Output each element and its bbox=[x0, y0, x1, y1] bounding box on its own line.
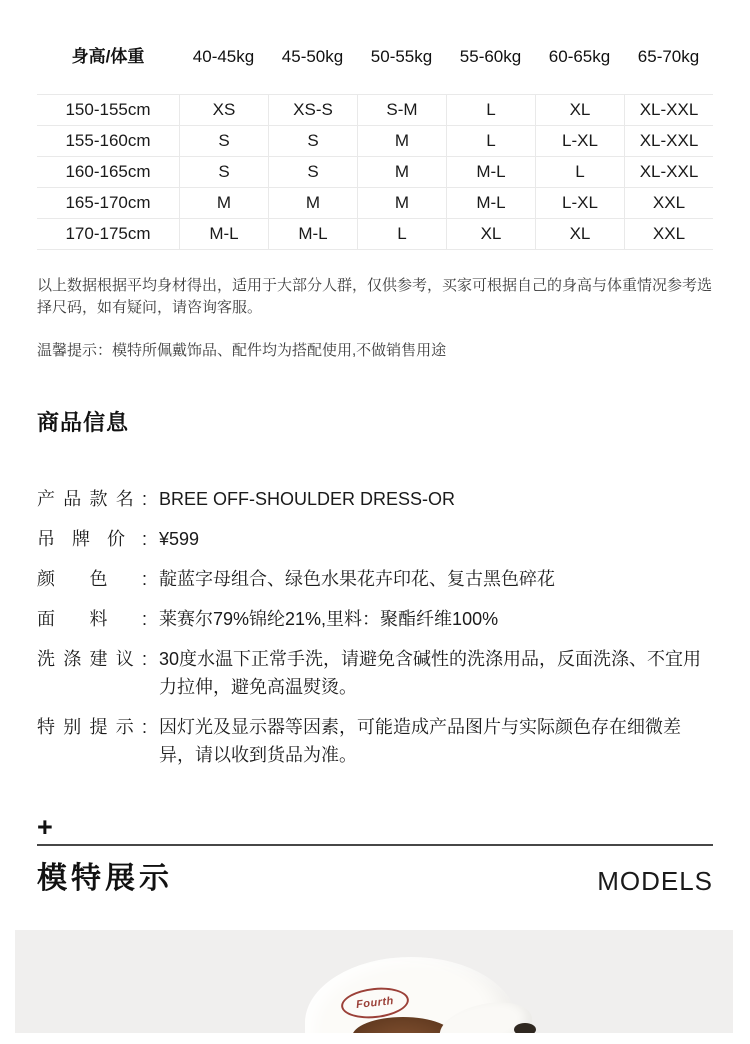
size-chart-cell: M-L bbox=[268, 218, 357, 250]
product-info-label: 特别提示: bbox=[37, 717, 147, 737]
product-info-value: 30度水温下正常手洗，请避免含碱性的洗涤用品，反面洗涤、不宜用力拉伸，避免高温熨烫。 bbox=[159, 649, 702, 697]
size-chart-cell: M bbox=[179, 187, 268, 218]
section-divider bbox=[37, 844, 713, 846]
size-chart-cell: XS-S bbox=[268, 94, 357, 125]
size-chart-cell: M bbox=[268, 187, 357, 218]
product-info-label: 吊牌价: bbox=[37, 529, 147, 549]
product-info-value: 靛蓝字母组合、绿色水果花卉印花、复古黑色碎花 bbox=[159, 569, 555, 589]
size-chart-cell: M bbox=[357, 125, 446, 156]
size-chart-cell: XL-XXL bbox=[624, 125, 713, 156]
size-chart-cell: S bbox=[268, 125, 357, 156]
size-chart-header-cell: 50-55kg bbox=[370, 47, 433, 66]
size-disclaimer-text: 以上数据根据平均身材得出，适用于大部分人群，仅供参考，买家可根据自己的身高与体重情况参考选择尺码，如有疑问，请咨询客服。 bbox=[37, 277, 713, 316]
product-info-value: ¥599 bbox=[159, 529, 200, 549]
size-chart-cell: S-M bbox=[357, 94, 446, 125]
size-chart-header-row bbox=[37, 44, 713, 70]
product-info-value: BREE OFF-SHOULDER DRESS-OR bbox=[159, 489, 456, 509]
size-chart-cell: M-L bbox=[446, 187, 535, 218]
product-info-list bbox=[37, 485, 713, 769]
models-title: 模特展示 bbox=[37, 862, 173, 895]
size-chart-cell: M-L bbox=[446, 156, 535, 187]
size-chart-cell: L bbox=[446, 94, 535, 125]
models-section bbox=[37, 812, 713, 897]
size-chart-cell: XL bbox=[446, 218, 535, 250]
models-subtitle: MODELS bbox=[597, 866, 713, 896]
product-info-row bbox=[37, 525, 713, 553]
size-chart-cell: L-XL bbox=[535, 125, 624, 156]
product-info-row bbox=[37, 605, 713, 633]
size-chart-cell: 165-170cm bbox=[37, 187, 179, 218]
size-chart-cell: XL bbox=[535, 218, 624, 250]
size-chart-cell: M-L bbox=[179, 218, 268, 250]
model-photo bbox=[15, 930, 733, 1033]
size-chart-cell: 170-175cm bbox=[37, 218, 179, 250]
size-chart-cell: L bbox=[357, 218, 446, 250]
size-chart-cell: XL-XXL bbox=[624, 94, 713, 125]
product-info-label: 产品款名: bbox=[37, 489, 147, 509]
plus-icon: + bbox=[37, 812, 53, 842]
size-chart-cell: M bbox=[357, 187, 446, 218]
warm-tip-text: 温馨提示：模特所佩戴饰品、配件均为搭配使用,不做销售用途 bbox=[37, 342, 447, 359]
product-info-row bbox=[37, 485, 713, 513]
size-chart-header-cell: 65-70kg bbox=[637, 47, 700, 66]
product-info-row bbox=[37, 713, 713, 769]
size-chart-cell: S bbox=[179, 156, 268, 187]
size-chart-cell: M bbox=[357, 156, 446, 187]
size-chart-header-cell: 身高/体重 bbox=[71, 47, 145, 66]
size-chart-cell: XXL bbox=[624, 218, 713, 250]
size-chart-cell: XL bbox=[535, 94, 624, 125]
hair-icon bbox=[514, 1023, 536, 1033]
size-chart-header-cell: 45-50kg bbox=[281, 47, 344, 66]
product-info-value: 莱赛尔79%锦纶21%,里料：聚酯纤维100% bbox=[159, 609, 499, 629]
size-chart-header-cell: 60-65kg bbox=[548, 47, 611, 66]
size-chart-cell: XL-XXL bbox=[624, 156, 713, 187]
size-chart-cell: L-XL bbox=[535, 187, 624, 218]
product-info-label: 洗涤建议: bbox=[37, 649, 147, 669]
product-info-value: 因灯光及显示器等因素，可能造成产品图片与实际颜色存在细微差异，请以收到货品为准。 bbox=[159, 717, 681, 765]
models-title-row bbox=[37, 853, 713, 897]
size-chart-cell: S bbox=[268, 156, 357, 187]
size-chart-cell: L bbox=[446, 125, 535, 156]
size-chart-cell: XXL bbox=[624, 187, 713, 218]
size-chart-cell: 160-165cm bbox=[37, 156, 179, 187]
size-chart-cell: L bbox=[535, 156, 624, 187]
product-info-row bbox=[37, 565, 713, 593]
product-info-row bbox=[37, 645, 713, 701]
size-chart-cell: 155-160cm bbox=[37, 125, 179, 156]
product-info-label: 颜色: bbox=[37, 569, 147, 589]
size-chart-cell: 150-155cm bbox=[37, 94, 179, 125]
size-chart-body bbox=[37, 94, 713, 250]
cap-logo-text: Fourth bbox=[355, 995, 395, 1011]
size-chart-header-cell: 55-60kg bbox=[459, 47, 522, 66]
page-content bbox=[0, 44, 750, 897]
size-chart-header-cell: 40-45kg bbox=[192, 47, 255, 66]
size-chart-cell: S bbox=[179, 125, 268, 156]
size-chart-cell: XS bbox=[179, 94, 268, 125]
product-info-title: 商品信息 bbox=[37, 410, 130, 435]
product-info-label: 面料: bbox=[37, 609, 147, 629]
